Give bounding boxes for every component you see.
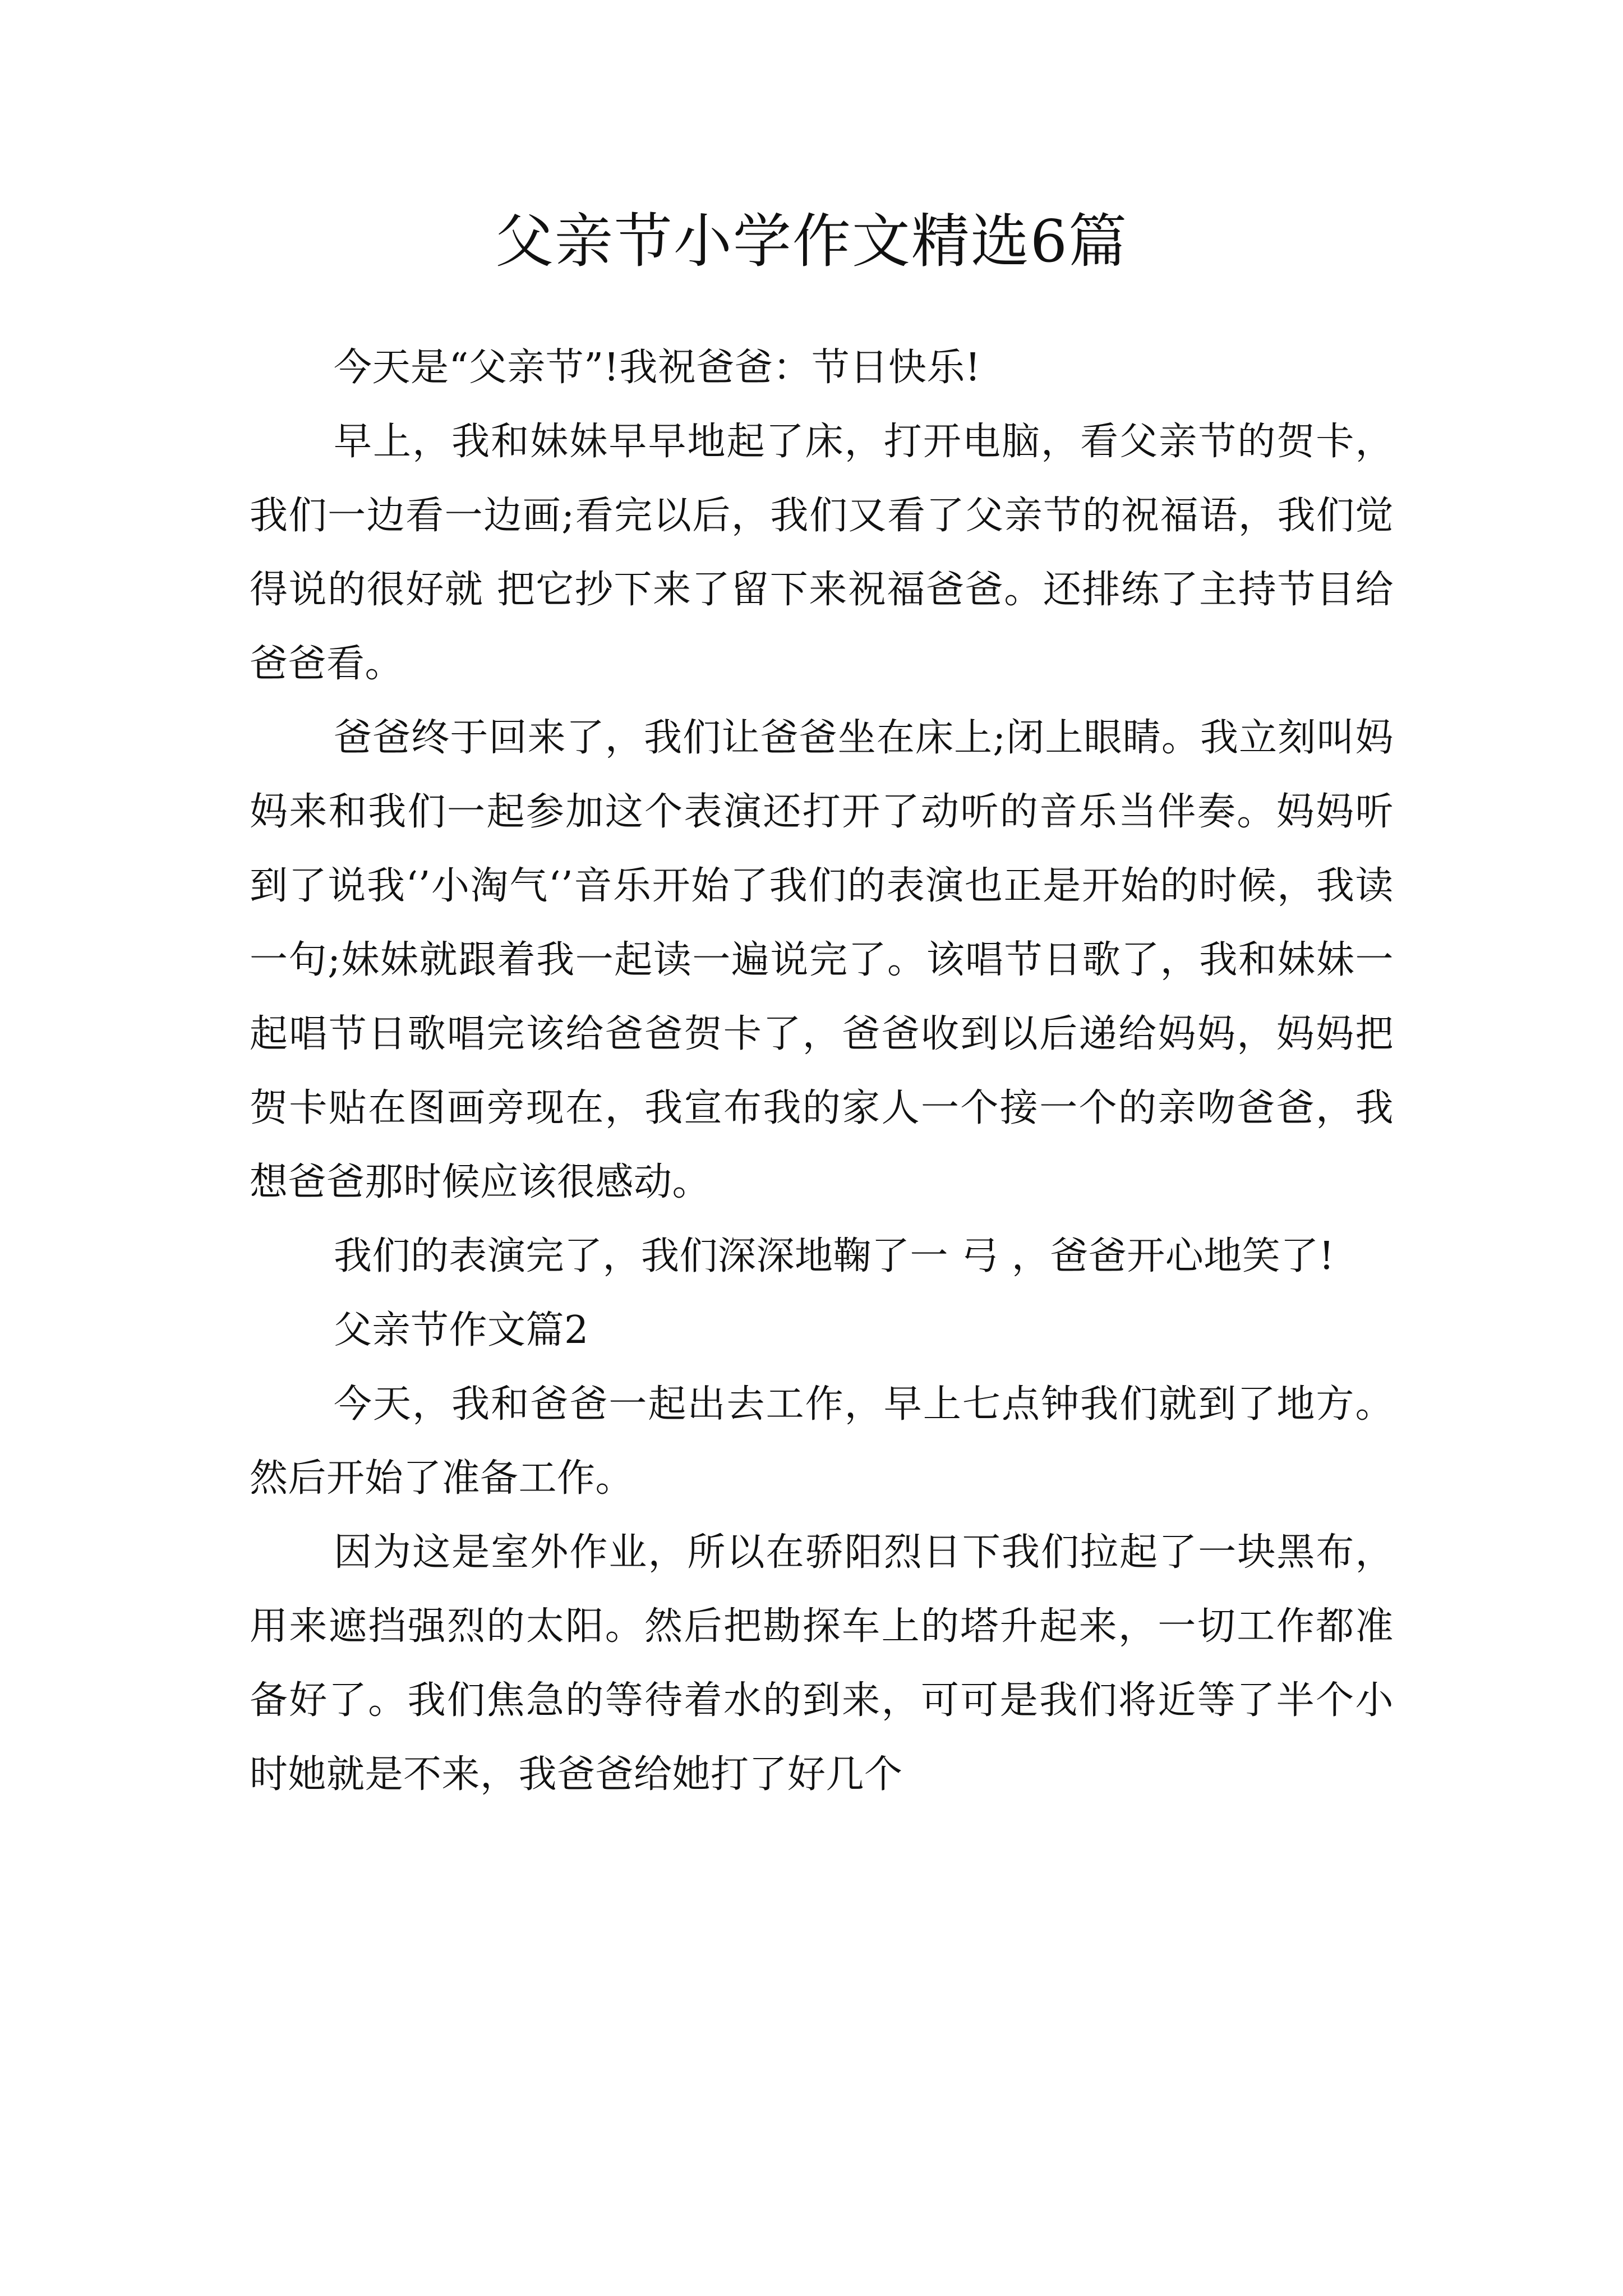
paragraph: 我们的表演完了，我们深深地鞠了一 弓 ，爸爸开心地笑了! (334, 1234, 1335, 1278)
document-title: 父亲节小学作文精选6篇 (495, 207, 1128, 275)
paragraph: 早上，我和妹妹早早地起了床，打开电脑，看父亲节的贺卡，我们一边看一边画;看完以后，我们又看了父亲节的祝福语，我们觉得说的很好就 把它抄下来了留下来祝福爸爸。还排练了主持节目给爸爸看。 (250, 420, 1394, 686)
paragraph: 因为这是室外作业，所以在骄阳烈日下我们拉起了一块黑布，用来遮挡强烈的太阳。然后把勘探车上的塔升起来，一切工作都准备好了。我们焦急的等待着水的到来，可可是我们将近等了半个小时她就是不来，我爸爸给她打了好几个 (250, 1530, 1394, 1797)
paragraph: 今天是“父亲节”!我祝爸爸：节日快乐! (334, 346, 981, 390)
document-body (250, 331, 1394, 1812)
section-heading: 父亲节作文篇2 (334, 1308, 589, 1352)
paragraph: 爸爸终于回来了，我们让爸爸坐在床上;闭上眼睛。我立刻叫妈妈来和我们一起参加这个表演还打开了动听的音乐当伴奏。妈妈听到了说我‘’小淘气‘’音乐开始了我们的表演也正是开始的时候，我读一句;妹妹就跟着我一起读一遍说完了。该唱节日歌了，我和妹妹一起唱节日歌唱完该给爸爸贺卡了，爸爸收到以后递给妈妈，妈妈把贺卡贴在图画旁现在，我宣布我的家人一个接一个的亲吻爸爸，我想爸爸那时候应该很感动。 (250, 716, 1394, 1204)
paragraph: 今天，我和爸爸一起出去工作，早上七点钟我们就到了地方。然后开始了准备工作。 (250, 1382, 1394, 1501)
